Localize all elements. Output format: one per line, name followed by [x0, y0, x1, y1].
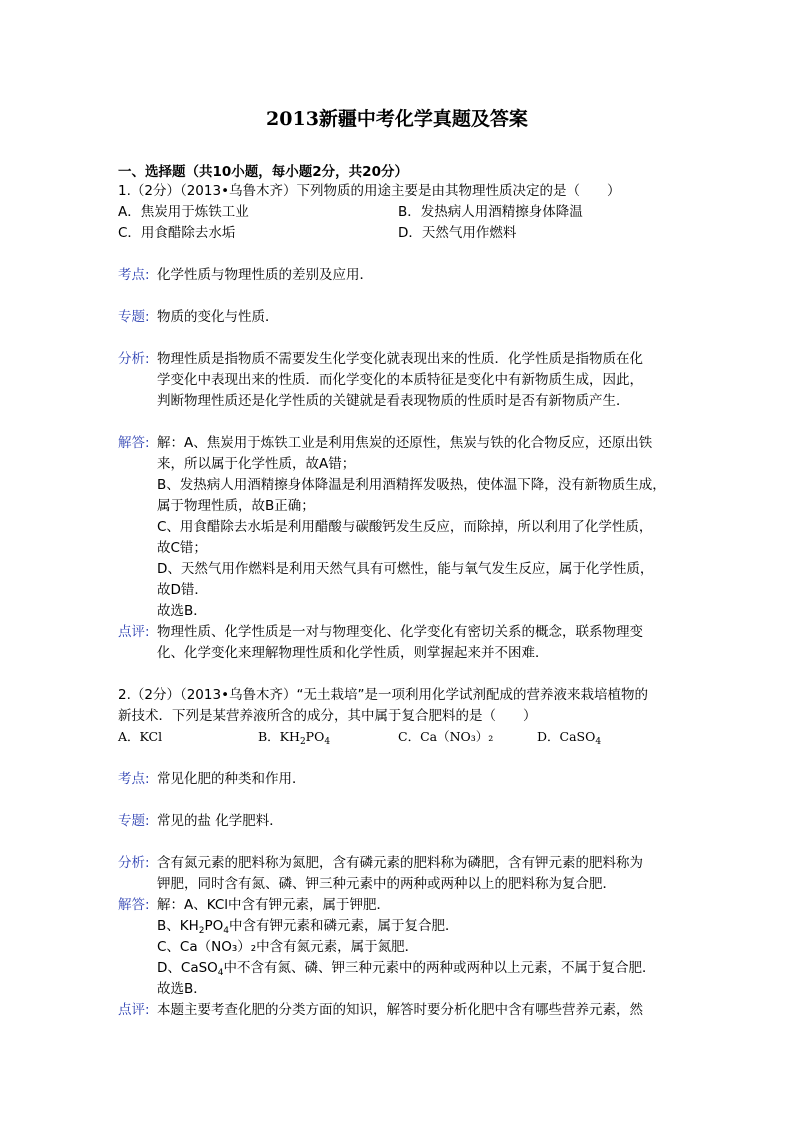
q1-option-c: C．用食醋除去水垢	[118, 225, 236, 241]
q1-fenxi-line: 学变化中表现出来的性质．而化学变化的本质特征是变化中有新物质生成，因此，	[157, 372, 643, 388]
q1-fenxi-line: 判断物理性质还是化学性质的关键就是看表现物质的性质时是否有新物质产生．	[157, 393, 630, 409]
q2-jieda-label: 解答:	[118, 897, 150, 913]
q2-option-a: A．KCl	[118, 729, 163, 744]
q1-dianping-line: 化、化学变化来理解物理性质和化学性质，则掌握起来并不困难．	[157, 645, 549, 661]
q1-stem: 1.（2分）（2013•乌鲁木齐）下列物质的用途主要是由其物理性质决定的是（ ）	[118, 183, 621, 199]
q2-jieda-line: D、CaSO$_4$中不含有氮、磷、钾三种元素中的两种或两种以上元素，不属于复合肥．	[157, 960, 656, 978]
q2-fenxi-label: 分析:	[118, 855, 150, 871]
q1-jieda-label: 解答:	[118, 435, 150, 451]
q1-dianping-line: 物理性质、化学性质是一对与物理变化、化学变化有密切关系的概念，联系物理变	[157, 624, 643, 640]
q1-jieda-line: C、用食醋除去水垢是利用醋酸与碳酸钙发生反应，而除掉，所以利用了化学性质，	[157, 519, 653, 535]
q2-option-d: D．CaSO$_4$	[537, 729, 602, 747]
q2-jieda-line: B、$KH_2PO_4$中含有钾元素和磷元素，属于复合肥．	[157, 918, 459, 936]
q1-zhuanti-label: 专题:	[118, 309, 150, 325]
q1-option-d: D．天然气用作燃料	[398, 225, 517, 241]
q1-kaodian-label: 考点:	[118, 267, 150, 283]
q2-jieda-line: 故选B．	[157, 981, 207, 997]
q2-option-c: C．Ca（NO₃）₂	[398, 729, 494, 744]
q1-jieda-line: 来，所以属于化学性质，故A错；	[157, 456, 356, 472]
q1-jieda-line: D、天然气用作燃料是利用天然气具有可燃性，能与氧气发生反应，属于化学性质，	[157, 561, 654, 577]
q1-dianping-label: 点评:	[118, 624, 150, 640]
q2-fenxi-line: 钾肥，同时含有氮、磷、钾三种元素中的两种或两种以上的肥料称为复合肥．	[157, 876, 616, 892]
q2-stem-line: 新技术．下列是某营养液所含的成分，其中属于复合肥料的是（ ）	[118, 708, 537, 724]
q1-fenxi-line: 物理性质是指物质不需要发生化学变化就表现出来的性质．化学性质是指物质在化	[157, 351, 643, 367]
q2-kaodian-label: 考点:	[118, 771, 150, 787]
q1-jieda-line: 属于物理性质，故B正确；	[157, 498, 315, 514]
q1-jieda-line: B、发热病人用酒精擦身体降温是利用酒精挥发吸热，使体温下降，没有新物质生成，	[157, 477, 666, 493]
q2-jieda-line: 解：A、KCl中含有钾元素，属于钾肥．	[157, 897, 391, 913]
q2-stem-line: 2.（2分）（2013•乌鲁木齐）“无土栽培”是一项利用化学试剂配成的营养液来栽培植物的	[118, 687, 649, 703]
q2-option-b: B．$KH_2PO_4$	[258, 729, 331, 747]
q1-fenxi-label: 分析:	[118, 351, 150, 367]
q2-dianping-line: 本题主要考查化肥的分类方面的知识，解答时要分析化肥中含有哪些营养元素，然	[157, 1002, 643, 1018]
q1-jieda-line: 故C错；	[157, 540, 207, 556]
q2-kaodian-text: 常见化肥的种类和作用．	[157, 771, 306, 787]
q1-jieda-line: 故D错．	[157, 582, 208, 598]
q2-jieda-line: C、Ca（NO₃）₂中含有氮元素，属于氮肥．	[157, 939, 419, 955]
q1-kaodian-text: 化学性质与物理性质的差别及应用．	[157, 267, 373, 283]
q1-option-b: B．发热病人用酒精擦身体降温	[398, 204, 583, 220]
q2-zhuanti-label: 专题:	[118, 813, 150, 829]
q2-dianping-label: 点评:	[118, 1002, 150, 1018]
q1-zhuanti-text: 物质的变化与性质．	[157, 309, 279, 325]
q1-jieda-line: 解：A、焦炭用于炼铁工业是利用焦炭的还原性，焦炭与铁的化合物反应，还原出铁	[157, 435, 653, 451]
q1-option-a: A．焦炭用于炼铁工业	[118, 204, 249, 220]
q1-jieda-line: 故选B．	[157, 603, 207, 619]
page-title: 2013新疆中考化学真题及答案	[266, 108, 528, 130]
q2-fenxi-line: 含有氮元素的肥料称为氮肥，含有磷元素的肥料称为磷肥，含有钾元素的肥料称为	[157, 855, 643, 871]
q2-zhuanti-text: 常见的盐 化学肥料．	[157, 813, 283, 829]
section-heading: 一、选择题（共10小题，每小题2分，共20分）	[118, 164, 408, 180]
